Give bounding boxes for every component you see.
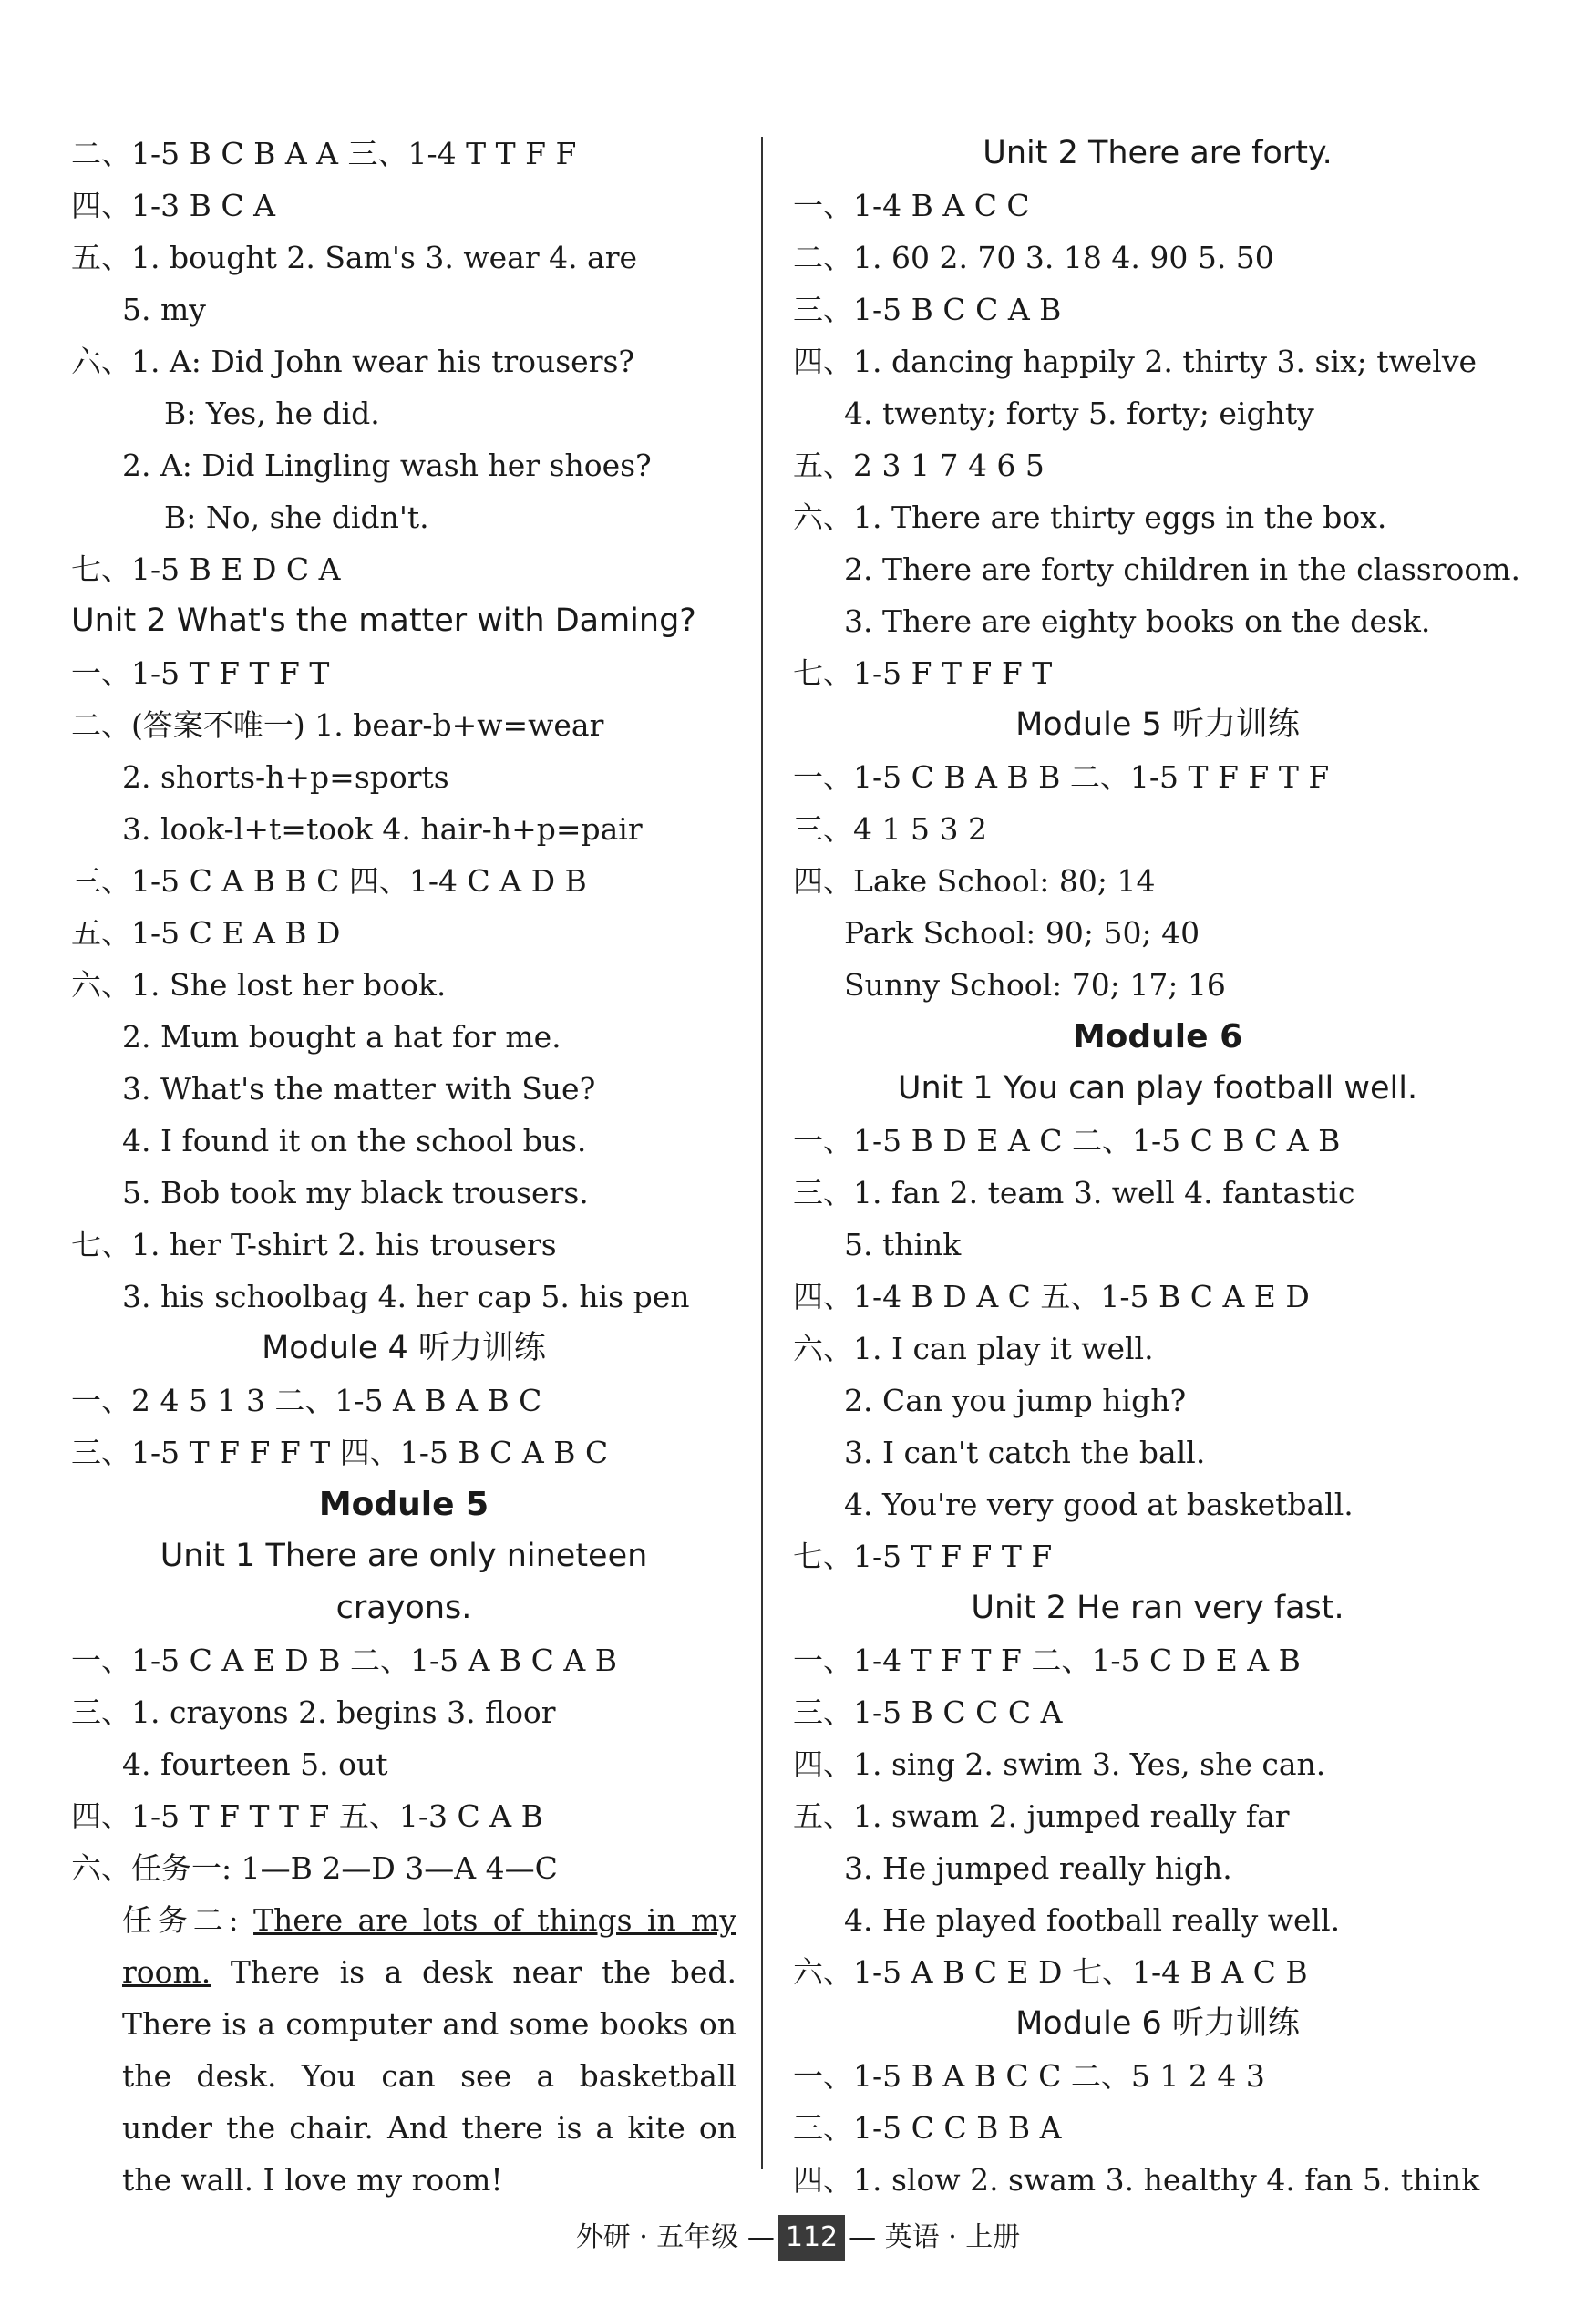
answer-line: 5. think <box>844 1227 962 1262</box>
answer-line: 一、2 4 5 1 3 二、1-5 A B A B C <box>71 1383 542 1418</box>
answer-line: 三、1-5 C C B B A <box>793 2110 1062 2146</box>
footer-book-info: 外研 · 五年级 — <box>575 2221 775 2253</box>
answer-line: 3. his schoolbag 4. her cap 5. his pen <box>122 1279 690 1314</box>
right-column <box>793 128 1522 2206</box>
answer-line: 四、1-5 T F T T F 五、1-3 C A B <box>71 1798 543 1834</box>
section-heading: Module 6 听力训练 <box>1015 2005 1300 2042</box>
answer-line: 四、Lake School: 80; 14 <box>793 863 1156 899</box>
section-heading: Unit 2 What's the matter with Daming? <box>71 602 696 639</box>
answer-line: 一、1-5 C B A B B 二、1-5 T F F T F <box>793 759 1330 795</box>
task-two-underlined: There are lots of things in my room. <box>122 1902 736 1990</box>
answer-line: 3. look-l+t=took 4. hair-h+p=pair <box>122 811 643 847</box>
column-divider <box>761 137 763 2169</box>
answer-line: 4. You're very good at basketball. <box>844 1487 1354 1522</box>
left-answer-lines <box>71 128 736 1894</box>
answer-line: 七、1. her T-shirt 2. his trousers <box>71 1227 557 1262</box>
answer-line: 一、1-5 C A E D B 二、1-5 A B C A B <box>71 1643 617 1678</box>
answer-line: 四、1. dancing happily 2. thirty 3. six; twelve <box>793 344 1478 379</box>
answer-line: 4. He played football really well. <box>844 1902 1341 1938</box>
answer-line: 四、1-4 B D A C 五、1-5 B C A E D <box>793 1279 1310 1314</box>
answer-line: 七、1-5 F T F F T <box>793 655 1053 691</box>
answer-line: 4. fourteen 5. out <box>122 1746 388 1782</box>
answer-line: 四、1. sing 2. swim 3. Yes, she can. <box>793 1746 1326 1782</box>
section-heading: Unit 1 There are only nineteen <box>160 1538 648 1574</box>
answer-line: 2. Can you jump high? <box>844 1383 1187 1418</box>
answer-line: Sunny School: 70; 17; 16 <box>844 967 1226 1003</box>
answer-line: 2. shorts-h+p=sports <box>122 759 449 795</box>
footer-subject-info: — 英语 · 上册 <box>849 2221 1021 2253</box>
answer-line: Park School: 90; 50; 40 <box>844 915 1200 951</box>
section-heading: Module 5 <box>318 1486 489 1523</box>
answer-line: 七、1-5 T F F T F <box>793 1539 1053 1574</box>
answer-line: 四、1-3 B C A <box>71 188 275 223</box>
answer-line: 三、1-5 B C C A B <box>793 292 1062 327</box>
section-heading: Unit 2 He ran very fast. <box>971 1590 1344 1626</box>
right-answer-lines <box>793 128 1522 2206</box>
answer-line: 一、1-4 T F T F 二、1-5 C D E A B <box>793 1643 1301 1678</box>
answer-line: 二、1. 60 2. 70 3. 18 4. 90 5. 50 <box>793 240 1274 275</box>
left-column <box>71 128 736 2206</box>
answer-line: 5. Bob took my black trousers. <box>122 1175 589 1210</box>
answer-line: 六、1. She lost her book. <box>71 967 447 1003</box>
answer-line: 六、1. I can play it well. <box>793 1331 1154 1366</box>
answer-line: 5. my <box>122 292 206 327</box>
answer-line: 三、4 1 5 3 2 <box>793 811 987 847</box>
answer-line: 二、1-5 B C B A A 三、1-4 T T F F <box>71 136 577 171</box>
answer-line: 五、1. bought 2. Sam's 3. wear 4. are <box>71 240 638 275</box>
answer-line: 4. I found it on the school bus. <box>122 1123 587 1159</box>
answer-line: 一、1-5 T F T F T <box>71 655 330 691</box>
answer-line: 一、1-5 B D E A C 二、1-5 C B C A B <box>793 1123 1341 1159</box>
answer-line: 二、(答案不唯一) 1. bear-b+w=wear <box>71 707 604 743</box>
task-two-label: 任务二: <box>122 1902 239 1938</box>
section-heading: crayons. <box>335 1590 472 1626</box>
answer-line: B: No, she didn't. <box>164 500 429 535</box>
answer-line: 六、1-5 A B C E D 七、1-4 B A C B <box>793 1954 1308 1990</box>
answer-line: 五、1. swam 2. jumped really far <box>793 1798 1290 1834</box>
answer-line: 4. twenty; forty 5. forty; eighty <box>844 396 1314 431</box>
answer-line: 三、1-5 C A B B C 四、1-4 C A D B <box>71 863 587 899</box>
answer-line: 五、2 3 1 7 4 6 5 <box>793 448 1045 483</box>
answer-line: 七、1-5 B E D C A <box>71 551 341 587</box>
answer-line: 三、1. fan 2. team 3. well 4. fantastic <box>793 1175 1355 1210</box>
answer-line: 三、1-5 B C C C A <box>793 1694 1063 1730</box>
answer-line: 六、任务一: 1—B 2—D 3—A 4—C <box>71 1850 558 1886</box>
answer-line: 五、1-5 C E A B D <box>71 915 341 951</box>
answer-line: 3. What's the matter with Sue? <box>122 1071 596 1107</box>
section-heading: Unit 2 There are forty. <box>983 135 1333 171</box>
answer-line: 2. There are forty children in the classroom. <box>844 551 1521 587</box>
task-two-text: There is a desk near the bed. There is a computer and some books on the desk. You can see a basketball under the chair. And there is a kite on the wall. I love my room! <box>122 1954 736 2198</box>
task-two-paragraph <box>71 1894 736 2206</box>
answer-line: 3. There are eighty books on the desk. <box>844 603 1431 639</box>
answer-line: 3. He jumped really high. <box>844 1850 1232 1886</box>
page-number: 112 <box>778 2215 845 2261</box>
answer-line: 一、1-5 B A B C C 二、5 1 2 4 3 <box>793 2058 1265 2094</box>
answer-line: 2. Mum bought a hat for me. <box>122 1019 561 1055</box>
section-heading: Module 4 听力训练 <box>262 1330 546 1366</box>
section-heading: Module 5 听力训练 <box>1015 706 1300 743</box>
answer-line: 六、1. There are thirty eggs in the box. <box>793 500 1387 535</box>
answer-line: 三、1. crayons 2. begins 3. floor <box>71 1694 556 1730</box>
answer-line: 3. I can't catch the ball. <box>844 1435 1206 1470</box>
answer-line: 2. A: Did Lingling wash her shoes? <box>122 448 652 483</box>
answer-line: 四、1. slow 2. swam 3. healthy 4. fan 5. think <box>793 2162 1480 2198</box>
answer-line: 六、1. A: Did John wear his trousers? <box>71 344 635 379</box>
section-heading: Module 6 <box>1072 1018 1243 1056</box>
answer-line: B: Yes, he did. <box>164 396 380 431</box>
answer-line: 一、1-4 B A C C <box>793 188 1030 223</box>
answer-line: 三、1-5 T F F F T 四、1-5 B C A B C <box>71 1435 609 1470</box>
page-footer <box>0 2215 1596 2261</box>
section-heading: Unit 1 You can play football well. <box>897 1070 1418 1107</box>
